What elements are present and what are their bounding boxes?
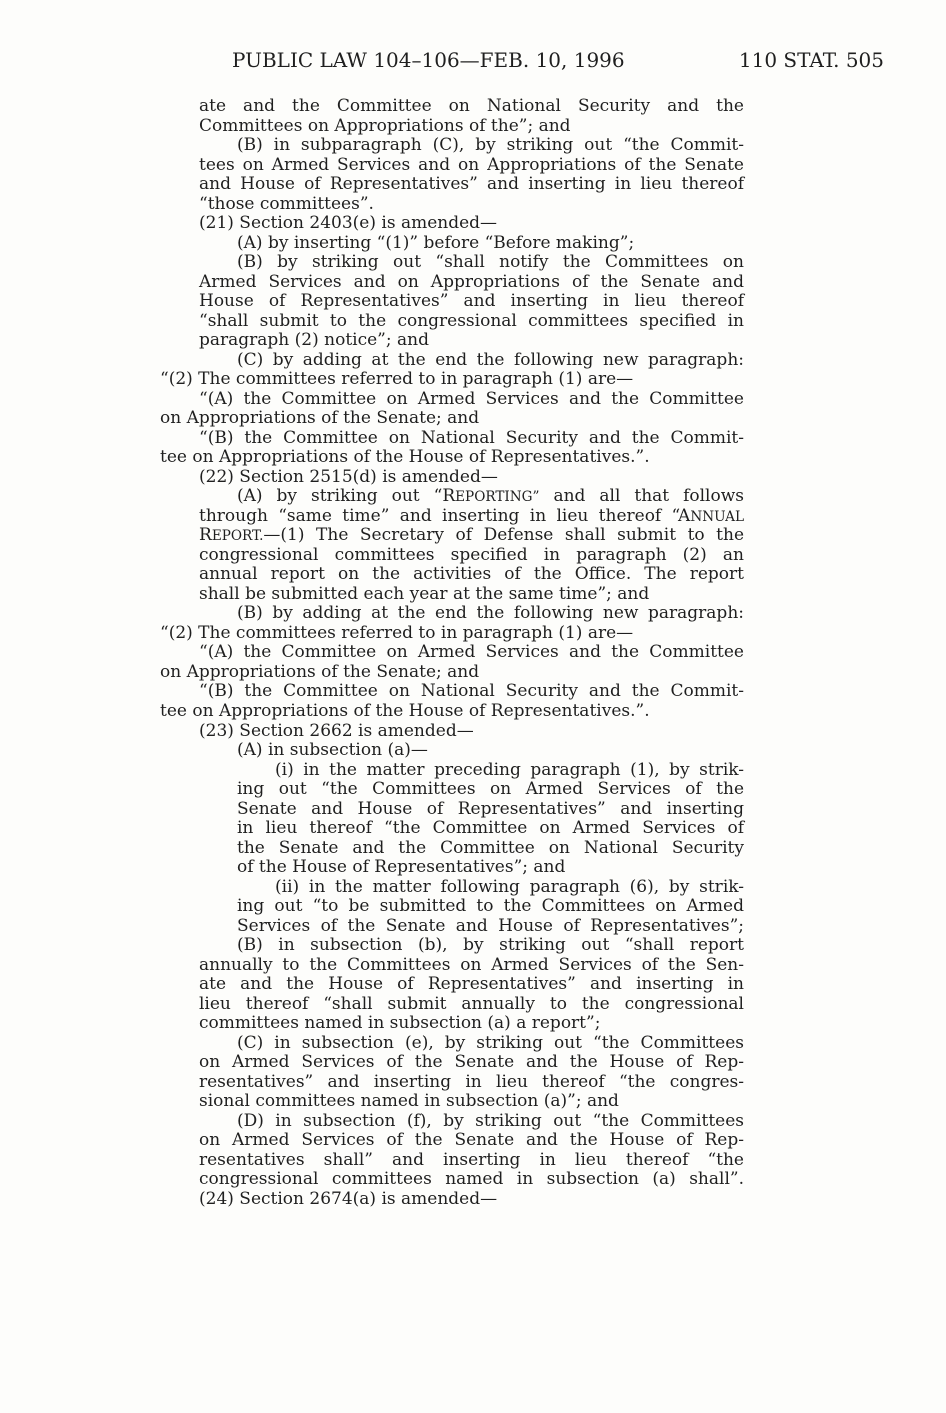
text-line: (21) Section 2403(e) is amended— bbox=[199, 213, 498, 234]
text-line: (C) in subsection (e), by striking out “the Committees bbox=[237, 1032, 744, 1053]
text-line: lieu thereof “shall submit annually to the congressional bbox=[199, 993, 744, 1014]
text-line: shall be submitted each year at the same time”; and bbox=[199, 583, 650, 604]
text-line: congressional committees specified in paragraph (2) an bbox=[199, 544, 744, 565]
text-line: (C) by adding at the end the following new paragraph: bbox=[237, 349, 744, 370]
text-line: (22) Section 2515(d) is amended— bbox=[199, 466, 498, 487]
text-line: “those committees”. bbox=[199, 193, 374, 214]
text-line: paragraph (2) notice”; and bbox=[199, 330, 429, 351]
text-line: resentatives shall” and inserting in lieu thereof “the bbox=[199, 1149, 744, 1170]
text-line: on Appropriations of the Senate; and bbox=[160, 661, 480, 682]
text-line: ate and the House of Representatives” and inserting in bbox=[199, 974, 744, 995]
text-line: ing out “to be submitted to the Committees on Armed bbox=[237, 896, 744, 917]
small-caps-term: “ANNUAL bbox=[671, 505, 744, 526]
text-line bbox=[199, 526, 744, 546]
text-segment: through “same time” and inserting in lieu thereof bbox=[199, 505, 672, 526]
text-line: annual report on the activities of the Office. The report bbox=[199, 564, 744, 585]
text-line: (B) in subsection (b), by striking out “shall report bbox=[237, 935, 744, 956]
text-line: (B) by striking out “shall notify the Committees on bbox=[237, 252, 744, 273]
text-line: resentatives” and inserting in lieu thereof “the congres- bbox=[199, 1071, 744, 1092]
text-line: Senate and House of Representatives” and inserting bbox=[237, 798, 744, 819]
text-line: (ii) in the matter following paragraph (6), by strik- bbox=[275, 876, 744, 897]
text-line: “shall submit to the congressional committees specified in bbox=[199, 310, 744, 331]
text-line: (B) in subparagraph (C), by striking out “the Commit- bbox=[237, 135, 744, 156]
running-head: PUBLIC LAW 104–106—FEB. 10, 1996 bbox=[232, 48, 625, 72]
small-caps-term: REPORT. bbox=[199, 525, 264, 546]
text-line: (B) by adding at the end the following new paragraph: bbox=[237, 603, 744, 624]
text-line: (24) Section 2674(a) is amended— bbox=[199, 1188, 498, 1209]
text-line: ate and the Committee on National Security and the bbox=[199, 96, 744, 116]
text-line: Armed Services and on Appropriations of the Senate and bbox=[199, 271, 744, 292]
text-line: ing out “the Committees on Armed Services of the bbox=[237, 779, 744, 800]
text-line: “(A) the Committee on Armed Services and the Committee bbox=[199, 388, 744, 409]
text-line: the Senate and the Committee on National Security bbox=[237, 837, 744, 858]
text-line: (A) in subsection (a)— bbox=[237, 740, 428, 761]
text-line: on Appropriations of the Senate; and bbox=[160, 408, 480, 429]
text-line: tee on Appropriations of the House of Representatives.”. bbox=[160, 447, 650, 468]
text-line bbox=[199, 507, 744, 527]
text-line: on Armed Services of the Senate and the House of Rep- bbox=[199, 1130, 744, 1151]
statute-page-number: 110 STAT. 505 bbox=[738, 48, 884, 72]
text-line: (A) by inserting “(1)” before “Before making”; bbox=[237, 232, 635, 253]
text-line: congressional committees named in subsection (a) shall”. bbox=[199, 1169, 744, 1190]
text-line bbox=[237, 487, 744, 507]
text-line: “(2) The committees referred to in paragraph (1) are— bbox=[160, 369, 634, 390]
text-line: (23) Section 2662 is amended— bbox=[199, 720, 474, 741]
text-line: committees named in subsection (a) a report”; bbox=[199, 1013, 601, 1034]
text-line: and House of Representatives” and inserting in lieu thereof bbox=[199, 174, 744, 195]
text-line: on Armed Services of the Senate and the House of Rep- bbox=[199, 1052, 744, 1073]
text-line: in lieu thereof “the Committee on Armed Services of bbox=[237, 818, 744, 839]
text-line: “(A) the Committee on Armed Services and the Committee bbox=[199, 642, 744, 663]
text-line: annually to the Committees on Armed Services of the Sen- bbox=[199, 954, 744, 975]
text-line: “(B) the Committee on National Security and the Commit- bbox=[199, 427, 744, 448]
text-segment: —(1) The Secretary of Defense shall submit to the bbox=[263, 525, 744, 546]
text-line: Committees on Appropriations of the”; and bbox=[199, 115, 571, 136]
statute-text bbox=[0, 97, 946, 1209]
text-line: sional committees named in subsection (a)”; and bbox=[199, 1091, 619, 1112]
small-caps-term: “REPORTING” bbox=[433, 486, 540, 507]
text-line: of the House of Representatives”; and bbox=[237, 857, 566, 878]
text-line: (i) in the matter preceding paragraph (1), by strik- bbox=[275, 759, 744, 780]
text-segment: and all that follows bbox=[539, 486, 744, 507]
text-line: “(B) the Committee on National Security and the Commit- bbox=[199, 681, 744, 702]
text-segment: (A) by striking out bbox=[237, 486, 434, 507]
text-line: (D) in subsection (f), by striking out “the Committees bbox=[237, 1110, 744, 1131]
text-line: tee on Appropriations of the House of Representatives.”. bbox=[160, 700, 650, 721]
text-line: tees on Armed Services and on Appropriations of the Senate bbox=[199, 154, 744, 175]
text-line: House of Representatives” and inserting in lieu thereof bbox=[199, 291, 744, 312]
text-line: Services of the Senate and House of Representatives”; bbox=[237, 915, 744, 936]
text-line: “(2) The committees referred to in paragraph (1) are— bbox=[160, 622, 634, 643]
